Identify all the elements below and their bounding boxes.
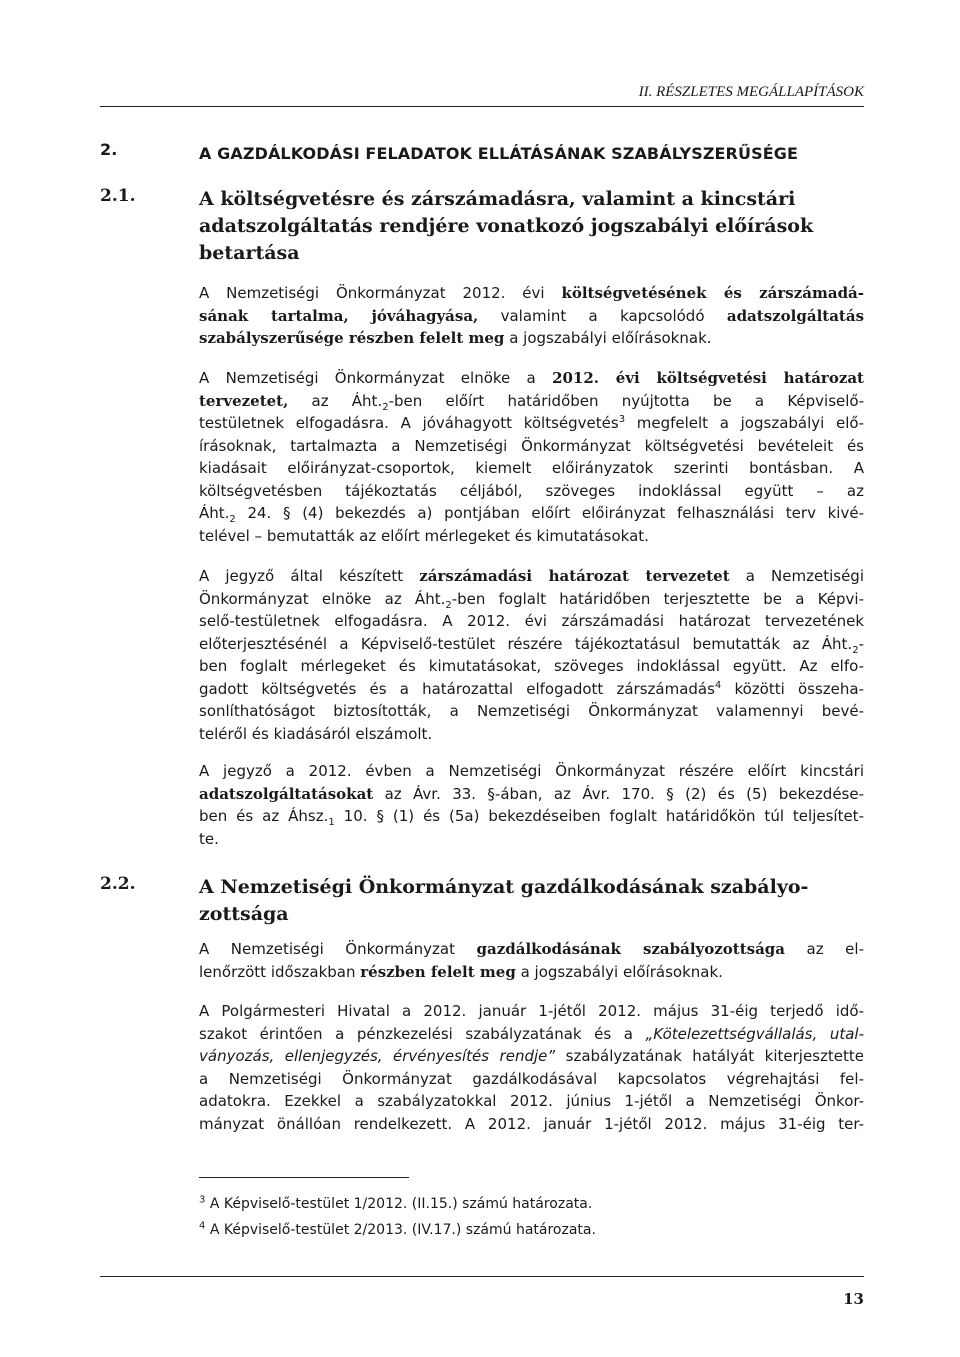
section-2-2-title-line: A Nemzetiségi Önkormányzat gazdálkodásának szabályo- [199,876,809,898]
paragraph-budget-draft: A Nemzetiségi Önkormányzat elnöke a 2012. évi költségvetési határozat tervezetet, az $Áht._2$-ben előírt határidőben nyújtotta be a Képviselő- testületnek elfogadásra. A jóváhagyott költségvetés$^3$ megfelelt a jogszabályi elő- írásoknak, tartalmazta a Nemzetiségi Önkormányzat költségvetési bevételeit és kiadásait előirányzat-csoportok, kiemelt előirányzatok szerinti bontásban. A költségvetésben tájékoztatás céljából, szöveges indoklással együtt – az $Áht._2$ 24. § (4) bekezdés a) pontjában előírt előirányzat felhasználási terv kivé- telével – bemutatták az előírt mérlegeket és kimutatásokat. [199,369,864,545]
paragraph-closing-accounts: A jegyző által készített zárszámadási határozat tervezetet a Nemzetiségi Önkormányzat elnöke az $Áht._2$-ben foglalt határidőben terjesztette be a Képvi- selő-testületnek elfogadásra. A 2012. évi zárszámadási határozat tervezetének előterjesztésénél a Képviselő-testület részére tájékoztatásul bemutatták az $Áht._2-$ ben foglalt mérlegeket és kimutatásokat, szöveges indoklással együtt. Az elfo- gadott költségvetés és a határozattal elfogadott zárszámadás$^4$ közötti összeha- sonlíthatóságot biztosították, a Nemzetiségi Önkormányzat valamennyi bevé- teléről és kiadásáról elszámolt. [199,567,864,743]
section-2-1-title-line: adatszolgáltatás rendjére vonatkozó jogszabályi előírások [199,215,814,237]
footnote-ref: 4 [714,679,722,691]
paragraph-2-2-summary: A Nemzetiségi Önkormányzat gazdálkodásának szabályozottsága az el- lenőrzött időszakban részben felelt meg a jogszabályi előírásoknak. [199,940,864,981]
paragraph-regulations: A Polgármesteri Hivatal a 2012. január 1-jétől 2012. május 31-éig terjedő idő- szakot érintően a pénzkezelési szabályzatának és a „Kötelezettségvállalás, utal- ványozás, ellenjegyzés, érvényesítés rendje” szabályzatának hatályát kiterjesztette a Nemzetiségi Önkormányzat gazdálkodásával kapcsolatos végrehajtási fel- adatokra. Ezekkel a szabályzatokkal 2012. június 1-jétől a Nemzetiségi Önkor- mányzat önállóan rendelkezett. A 2012. január 1-jétől 2012. május 31-éig ter- [199,1002,864,1133]
page-number: 13 [843,1290,864,1308]
section-2-number: 2. [100,140,118,159]
footnote-3: $^3$ A Képviselő-testület 1/2012. (II.15.) számú határozata. [199,1194,593,1212]
section-2-1-number: 2.1. [100,186,136,206]
section-2-1-title [199,186,865,267]
section-2-2-number: 2.2. [100,874,136,894]
section-2-1-title-line: betartása [199,242,300,264]
footnote-4: $^4$ A Képviselő-testület 2/2013. (IV.17.) számú határozata. [199,1220,596,1238]
section-2-title: A GAZDÁLKODÁSI FELADATOK ELLÁTÁSÁNAK SZABÁLYSZERŰSÉGE [199,144,798,163]
paragraph-treasury-reporting: A jegyző a 2012. évben a Nemzetiségi Önkormányzat részére előírt kincstári adatszolgáltatásokat az Ávr. 33. §-ában, az Ávr. 170. § (2) és (5) bekezdése- ben és az $Áhsz._1$ 10. § (1) és (5a) bekezdéseiben foglalt határidőkön túl teljesítet- te. [199,762,864,848]
running-header: II. RÉSZLETES MEGÁLLAPÍTÁSOK [638,84,864,100]
paragraph-2-1-summary: A Nemzetiségi Önkormányzat 2012. évi költségvetésének és zárszámadá- sának tartalma, jóváhagyása, valamint a kapcsolódó adatszolgáltatás szabályszerűsége részben felelt meg a jogszabályi előírásoknak. [199,284,865,347]
section-2-2-title [199,874,865,928]
header-divider [100,106,864,107]
footnote-divider [199,1177,409,1178]
footnote-ref: 3 [618,414,626,425]
section-2-1-title-line: A költségvetésre és zárszámadásra, valamint a kincstári [199,188,796,210]
section-2-2-title-line: zottsága [199,903,289,925]
footer-divider [100,1276,864,1277]
